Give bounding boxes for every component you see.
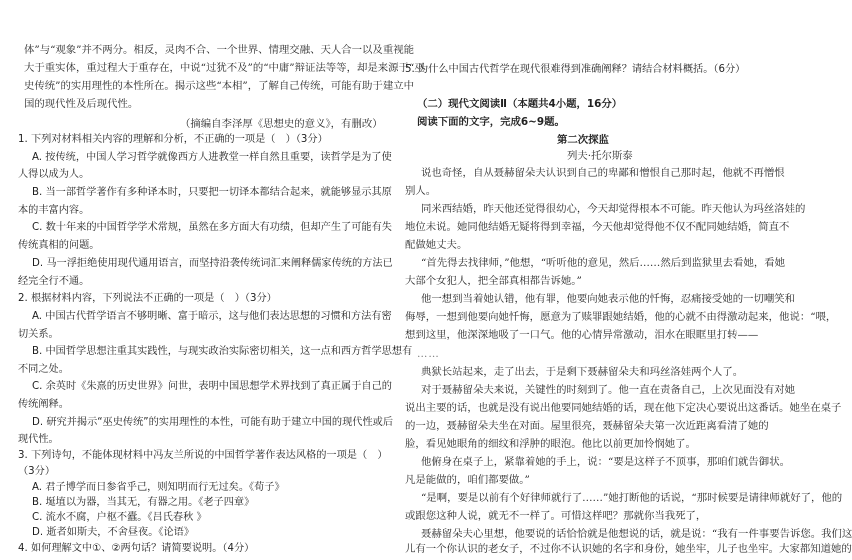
q4-stem: 4. 如何理解文中①、②两句话？请简要说明。（4分）	[18, 543, 255, 554]
paragraph-line: 地位未说。她同他结婚无疑将得到幸福，今天他却觉得他不仅不配同她结婚，简直不	[405, 221, 790, 233]
q5-stem: 5. 为什么中国古代哲学在现代很难得到准确阐释？请结合材料概括。（6分）	[405, 64, 746, 75]
paragraph-line: 他一想到当着她认错，他有罪，他要向她表示他的忏悔，忍痛接受她的一切嘲笑和	[421, 293, 796, 305]
q1-option-a: A. 按传统，中国人学习哲学就像西方人进教堂一样自然且重要，读哲学是为了使	[32, 152, 392, 163]
q1-option-b: B. 当一部哲学著作有多种译本时，只要把一切译本都结合起来，就能够显示其原	[32, 187, 392, 198]
passage-line-2: 大于重实体，重过程大于重存在，中说“过犹不及”的“中庸”辩证法等等，却是来源于“巫	[24, 62, 425, 74]
q1-option-d: D. 马一浮拒绝使用现代通用语言，而坚持沿袭传统词汇来阐释儒家传统的方法已	[32, 258, 393, 269]
instruction: 阅读下面的文字，完成6~9题。	[417, 116, 565, 128]
paragraph-line: 同米西结婚，昨天他还觉得很幼心，今天却觉得根本不可能。昨天他认为玛丝洛娃的	[421, 203, 806, 215]
section-heading: （二）现代文阅读Ⅱ（本题共4小题，16分）	[417, 98, 623, 110]
q2-option-b-cont: 不同之处。	[18, 364, 69, 375]
passage-line-1: 体”与“观象”并不两分。相反，灵肉不合、一个世界、情理交融、天人合一以及重视能	[24, 44, 414, 56]
q1-option-c-cont: 传统真相的问题。	[18, 240, 100, 251]
story-author: 列夫·托尔斯泰	[567, 150, 633, 162]
paragraph-line: 大部个女犯人，把全部真相都告诉她。”	[405, 275, 582, 287]
q1-option-d-cont: 经完全行不通。	[18, 276, 90, 287]
q2-option-d-cont: 现代性。	[18, 434, 59, 445]
ellipsis: ……	[417, 348, 440, 360]
paragraph-line: 典狱长站起来，走了出去，于是剩下聂赫留朵夫和玛丝洛娃两个人了。	[421, 366, 744, 378]
paragraph-line: 对于聂赫留朵夫来说，关键性的时刻到了。他一直在责备自己，上次见面没有对她	[421, 384, 796, 396]
q3-option-c: C. 流水不腐，户枢不蠹。《吕氏春秋 》	[32, 512, 207, 523]
q1-option-c: C. 数十年来的中国哲学学术常规，虽然在多方面大有功绩，但却产生了可能有失	[32, 222, 392, 233]
passage-line-3: 史传统”的实用理性的本性所在。揭示这些“本相”，了解自己传统，可能有助于建立中	[24, 80, 414, 92]
paragraph-line: 别人。	[405, 185, 437, 197]
citation: （摘编自李泽厚《思想史的意义》，有删改）	[180, 118, 383, 130]
q3-stem: 3. 下列诗句，不能体现材料中冯友兰所说的中国哲学著作表达风格的一项是（ ）	[18, 450, 388, 461]
q2-stem: 2. 根据材料内容，下列说法不正确的一项是（ ）（3分）	[18, 293, 277, 304]
paragraph-line: 凡是能做的，咱们都要做。”	[405, 474, 530, 486]
q2-option-c: C. 余英时《朱熹的历史世界》问世，表明中国思想学术界找到了真正属于自己的	[32, 381, 392, 392]
q3-option-d: D. 逝者如斯夫，不舍昼夜。《论语》	[32, 527, 195, 538]
q2-option-d: D. 研究并揭示“巫史传统”的实用理性的本性，可能有助于建立中国的现代性或后	[32, 417, 394, 428]
q2-option-a: A. 中国古代哲学语言不够明晰、富于暗示，这与他们表达思想的习惯和方法有密	[32, 311, 392, 322]
story-title: 第二次探监	[557, 134, 609, 146]
q2-option-c-cont: 传统阐释。	[18, 399, 69, 410]
paragraph-line: 的一边，聂赫留朵夫坐在对面。屋里很亮，聂赫留朵夫第一次近距离看清了她的	[405, 420, 769, 432]
paragraph-line: 儿有一个你认识的老女子，不过你不认识她的名字和身份，她坐牢，儿子也坐牢。大家都知道她的	[405, 543, 852, 555]
paragraph-line: “首先得去找律师，”他想，“听听他的意见，然后……然后到监狱里去看她，看她	[421, 257, 786, 269]
q2-option-b: B. 中国哲学思想注重其实践性，与现实政治实际密切相关，这一点和西方哲学思想有	[32, 346, 413, 357]
q3-option-b: B. 埏埴以为器，当其无，有器之用。《老子四章》	[32, 497, 255, 508]
paragraph-line: 或跟您这种人说，就无不一样了。可惜这样吧？那就你当我死了，	[405, 510, 707, 522]
q3-option-a: A. 君子博学而日参省乎己，则知明而行无过矣。《荀子》	[32, 482, 285, 493]
passage-line-4: 国的现代性及后现代性。	[24, 98, 139, 110]
paragraph-line: “是啊，要是以前有个好律师就行了……”她打断他的话说，“那时候要是请律师就好了，他的	[421, 492, 843, 504]
q2-option-a-cont: 切关系。	[18, 329, 59, 340]
paragraph-line: 侮辱，一想到他要向她忏悔，愿意为了赎罪跟她结婚，他的心就不由得激动起来，他说：“喂，	[405, 311, 837, 323]
q3-score: （3分）	[18, 466, 56, 477]
paragraph-line: 说也奇怪，自从聂赫留朵夫认识到自己的卑鄙和憎恨自己那时起，他就不再憎恨	[421, 167, 785, 179]
q1-stem: 1. 下列对材料相关内容的理解和分析，不正确的一项是（ ）（3分）	[18, 134, 328, 145]
paragraph-line: 聂赫留朵夫心里想，他要说的话恰恰就是他想说的话，就是说：“我有一件事要告诉您。我们这	[421, 528, 852, 540]
q1-option-a-cont: 人得以成为人。	[18, 169, 90, 180]
paragraph-line: 他俯身在桌子上，紧靠着她的手上，说：“要是这样子不顶事，那咱们就告御状。	[421, 456, 790, 468]
paragraph-line: 说出主要的话，也就是没有说出他要同她结婚的话，现在他下定决心要说出这番话。她坐在桌子	[405, 402, 842, 414]
paragraph-line: 脸，看见她眼角的细纹和浮肿的眼泡。他比以前更加怜悯她了。	[405, 438, 696, 450]
q1-option-b-cont: 本的丰富内容。	[18, 205, 90, 216]
paragraph-line: 配做她丈夫。	[405, 239, 468, 251]
paragraph-line: 想到这里，他深深地吸了一口气。他的心情异常激动，泪水在眼眶里打转——	[405, 329, 759, 341]
